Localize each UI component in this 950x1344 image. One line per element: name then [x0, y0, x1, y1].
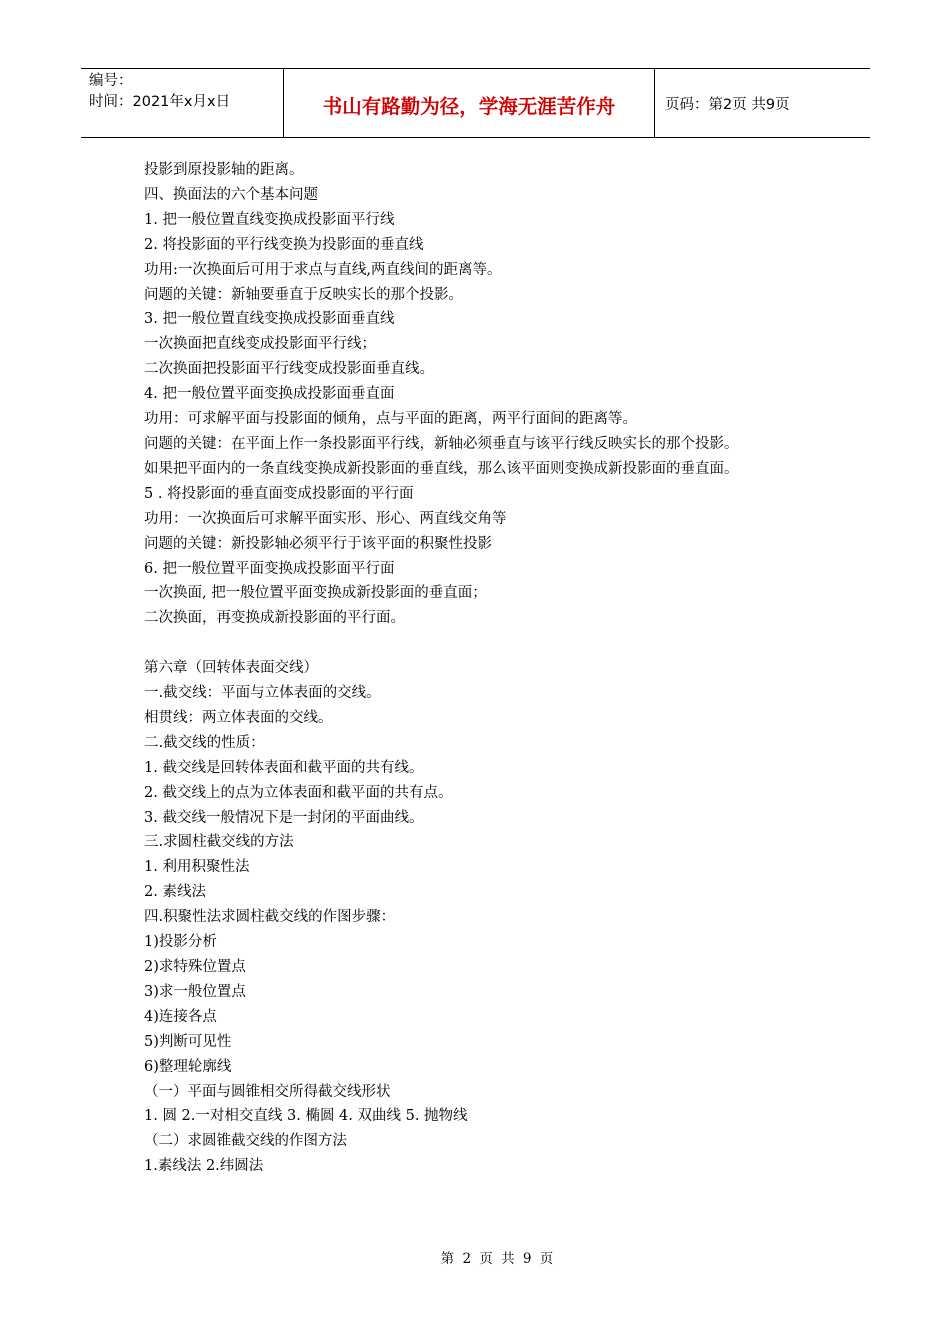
text-line: 第六章（回转体表面交线） — [144, 660, 318, 677]
text-line: 问题的关键：新投影轴必须平行于该平面的积聚性投影 — [144, 535, 492, 552]
text-line: 3. 把一般位置直线变换成投影面垂直线 — [144, 311, 395, 328]
text-line: 如果把平面内的一条直线变换成新投影面的垂直线，那么该平面则变换成新投影面的垂直面。 — [144, 460, 739, 477]
header-meta — [81, 69, 283, 137]
text-line: （一）平面与圆锥相交所得截交线形状 — [144, 1083, 391, 1100]
text-line: 1. 截交线是回转体表面和截平面的共有线。 — [144, 759, 424, 776]
text-line: 6. 把一般位置平面变换成投影面平行面 — [144, 560, 395, 577]
motto-text: 书山有路勤为径，学海无涯苦作舟 — [322, 95, 616, 118]
text-line: 3. 截交线一般情况下是一封闭的平面曲线。 — [144, 809, 424, 826]
text-line: 2. 素线法 — [144, 884, 206, 901]
text-line: 1.素线法 2.纬圆法 — [144, 1158, 264, 1175]
text-line: 2. 将投影面的平行线变换为投影面的垂直线 — [144, 236, 424, 253]
text-line: 3)求一般位置点 — [144, 983, 246, 1000]
text-line: 6)整理轮廓线 — [144, 1058, 232, 1075]
text-line: 四.积聚性法求圆柱截交线的作图步骤： — [144, 909, 396, 926]
text-line: 二次换面，再变换成新投影面的平行面。 — [144, 610, 405, 627]
page-info-text: 页码：第2页 共9页 — [665, 96, 790, 113]
text-line: 4)连接各点 — [144, 1008, 217, 1025]
text-line: 功用：可求解平面与投影面的倾角，点与平面的距离，两平行面间的距离等。 — [144, 411, 637, 428]
text-line: 三.求圆柱截交线的方法 — [144, 834, 294, 851]
text-line: 一.截交线：平面与立体表面的交线。 — [144, 685, 381, 702]
text-line: 功用：一次换面后可求解平面实形、形心、两直线交角等 — [144, 510, 507, 527]
text-line: 1. 把一般位置直线变换成投影面平行线 — [144, 211, 395, 228]
blank-line — [144, 631, 814, 656]
text-line: 5 . 将投影面的垂直面变成投影面的平行面 — [144, 485, 414, 502]
page-header — [81, 68, 870, 138]
text-line: 2)求特殊位置点 — [144, 958, 246, 975]
text-line: 1)投影分析 — [144, 934, 217, 951]
text-line: （二）求圆锥截交线的作图方法 — [144, 1133, 347, 1150]
text-line: 一次换面, 把一般位置平面变换成新投影面的垂直面； — [144, 585, 487, 602]
text-line: 问题的关键：在平面上作一条投影面平行线，新轴必须垂直与该平行线反映实长的那个投影。 — [144, 435, 739, 452]
page-footer: 第 2 页 共 9 页 — [440, 1251, 554, 1267]
text-line: 5)判断可见性 — [144, 1033, 232, 1050]
text-line: 相贯线：两立体表面的交线。 — [144, 709, 333, 726]
text-line: 二.截交线的性质： — [144, 734, 265, 751]
text-line: 二次换面把投影面平行线变成投影面垂直线。 — [144, 361, 434, 378]
text-line: 投影到原投影轴的距离。 — [144, 162, 304, 178]
document-number-label: 编号： — [89, 73, 133, 89]
header-page-info — [655, 69, 870, 137]
text-line: 问题的关键：新轴要垂直于反映实长的那个投影。 — [144, 286, 463, 303]
text-line: 2. 截交线上的点为立体表面和截平面的共有点。 — [144, 784, 453, 801]
text-line: 1. 圆 2.一对相交直线 3. 椭圆 4. 双曲线 5. 抛物线 — [144, 1108, 468, 1125]
text-line: 四、换面法的六个基本问题 — [144, 186, 318, 203]
text-line: 1. 利用积聚性法 — [144, 859, 250, 876]
document-time-label: 时间：2021年x月x日 — [89, 94, 231, 110]
text-line: 4. 把一般位置平面变换成投影面垂直面 — [144, 386, 395, 403]
document-body — [144, 158, 814, 1179]
text-line: 功用:一次换面后可用于求点与直线,两直线间的距离等。 — [144, 261, 502, 278]
text-line: 一次换面把直线变成投影面平行线； — [144, 336, 376, 353]
header-motto — [283, 69, 655, 137]
